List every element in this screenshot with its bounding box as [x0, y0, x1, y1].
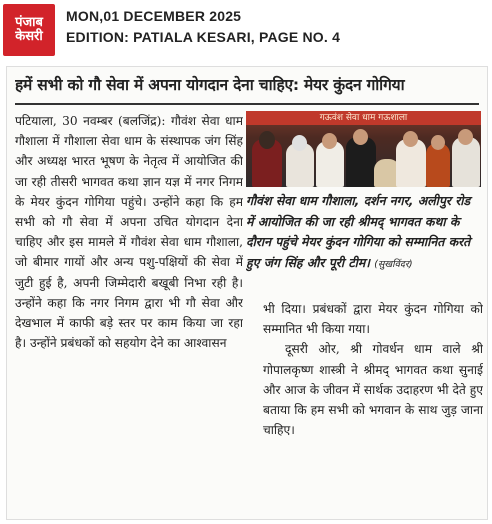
article-photo: [246, 111, 481, 187]
edition-info: EDITION: PATIALA KESARI, PAGE NO. 4: [66, 29, 341, 45]
logo-line2: केसरी: [15, 29, 43, 44]
caption-text: गौवंश सेवा धाम गौशाला, दर्शन नगर, अलीपुर रोड में आयोजित की जा रही श्रीमद् भागवत कथा के दौरान पहुंचे मेयर कुंदन गोगिया को सम्मानित करते हुए जंग सिंह और पूरी टीम।: [246, 193, 471, 270]
person-head: [292, 135, 307, 151]
person-head: [431, 135, 445, 150]
photo-credit: (सुखविंदर): [374, 258, 413, 270]
article-headline: हमें सभी को गौ सेवा में अपना योगदान देना चाहिए: मेयर कुंदन गोगिया: [15, 76, 405, 94]
article-right-column: [263, 299, 483, 517]
person-head: [259, 131, 275, 149]
punjab-kesari-logo: [3, 4, 55, 56]
person-head: [403, 131, 418, 147]
photo-banner-text: गऊवंश सेवा धाम गऊशाला: [246, 111, 481, 125]
logo-line1: पंजाब: [15, 15, 43, 31]
page-header: [0, 0, 492, 60]
left-column-text: पटियाला, 30 नवम्बर (बलजिंद्र): गौवंश सेवा धाम गौशाला में गौशाला सेवा धाम के संस्थापक जंग सिंह और अध्यक्ष भारत भूषण के नेतृत्व में आयोजित की जा रही तीसरी भागवत कथा ज्ञान यज्ञ में नगर निगम के मेयर कुंदन गोगिया पहुंचे। उन्होंने कहा कि हम सभी को गौ सेवा में अपना उचित योगदान देना चाहिए और इस मामले में गौवंश सेवा धाम गौशाला, जो बीमार गायों और अन्य पशु-पक्षियों की सेवा में जुटी हुई है, अपनी जिम्मेदारी बखूबी निभा रही है। उन्होंने कहा कि नगर निगम द्वारा भी गौ सेवा और देखभाल में काफी बड़े स्तर पर काम किया जा रहा है। उन्होंने प्रबंधकों को सहयोग देने का आश्वासन: [15, 114, 243, 351]
right-column-para-1: भी दिया। प्रबंधकों द्वारा मेयर कुंदन गोगिया को सम्मानित भी किया गया।: [263, 302, 483, 337]
person-head: [322, 133, 337, 149]
article-left-column: [15, 111, 243, 516]
newspaper-clipping: [6, 66, 488, 520]
photo-caption: [246, 191, 481, 295]
headline-divider: [15, 103, 479, 105]
right-column-para-2: दूसरी ओर, श्री गोवर्धन धाम वाले श्री गोपालकृष्ण शास्त्री ने श्रीमद् भागवत कथा सुनाई और आज के जीवन में सार्थक उदाहरण भी देते हुए बताया कि हम सभी को भगवान के साथ जुड़ जाना चाहिए।: [263, 342, 483, 438]
person-head: [458, 129, 473, 145]
publication-date: MON,01 DECEMBER 2025: [66, 8, 242, 24]
person-head: [353, 129, 368, 145]
edition-meta: [66, 8, 340, 50]
